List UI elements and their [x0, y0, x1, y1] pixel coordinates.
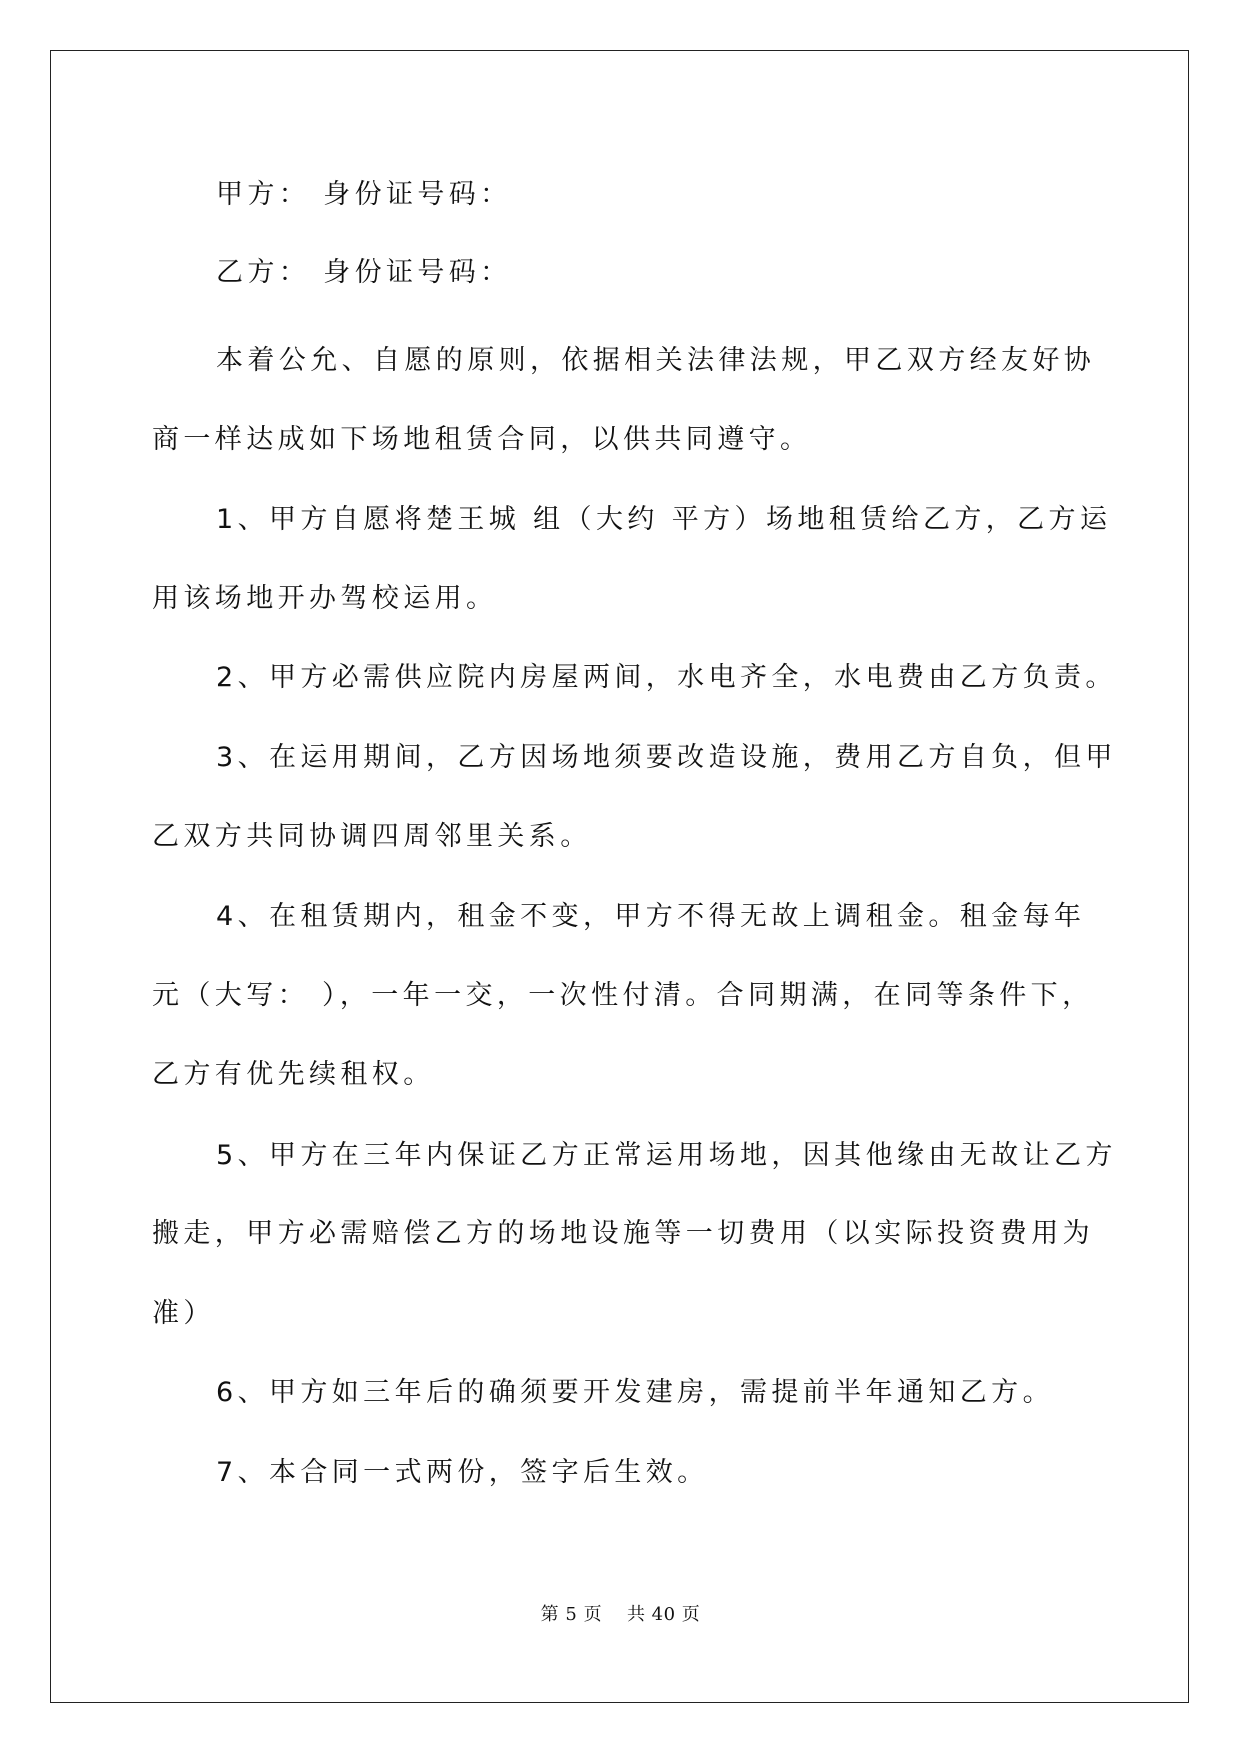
page-number: 第 5 页 共 40 页 — [540, 1604, 701, 1625]
clause-1-line-1: 1、甲方自愿将楚王城 组（大约 平方）场地租赁给乙方，乙方运 — [216, 504, 1112, 535]
clause-4-line-2: 元（大写： ），一年一交，一次性付清。合同期满，在同等条件下， — [152, 980, 1094, 1011]
clause-1-line-2: 用该场地开办驾校运用。 — [152, 583, 498, 614]
preamble-line-2: 商一样达成如下场地租赁合同，以供共同遵守。 — [152, 424, 812, 455]
clause-4-line-3: 乙方有优先续租权。 — [152, 1059, 435, 1090]
clause-5-line-3: 准） — [152, 1298, 215, 1329]
clause-3-line-1: 3、在运用期间，乙方因场地须要改造设施，费用乙方自负，但甲 — [216, 742, 1117, 773]
clause-3-line-2: 乙双方共同协调四周邻里关系。 — [152, 821, 592, 852]
clause-5-line-1: 5、甲方在三年内保证乙方正常运用场地，因其他缘由无故让乙方 — [216, 1140, 1117, 1171]
clause-2-line-1: 2、甲方必需供应院内房屋两间，水电齐全，水电费由乙方负责。 — [216, 662, 1117, 693]
clause-7-line-1: 7、本合同一式两份，签字后生效。 — [216, 1457, 709, 1488]
clause-6-line-1: 6、甲方如三年后的确须要开发建房，需提前半年通知乙方。 — [216, 1377, 1054, 1408]
party-b-line: 乙方： 身份证号码： — [216, 257, 512, 288]
clause-5-line-2: 搬走，甲方必需赔偿乙方的场地设施等一切费用（以实际投资费用为 — [152, 1218, 1094, 1249]
clause-4-line-1: 4、在租赁期内，租金不变，甲方不得无故上调租金。租金每年 — [216, 901, 1086, 932]
party-a-line: 甲方： 身份证号码： — [216, 179, 512, 210]
preamble-line-1: 本着公允、自愿的原则，依据相关法律法规，甲乙双方经友好协 — [216, 345, 1096, 376]
page-border — [50, 50, 1189, 1703]
